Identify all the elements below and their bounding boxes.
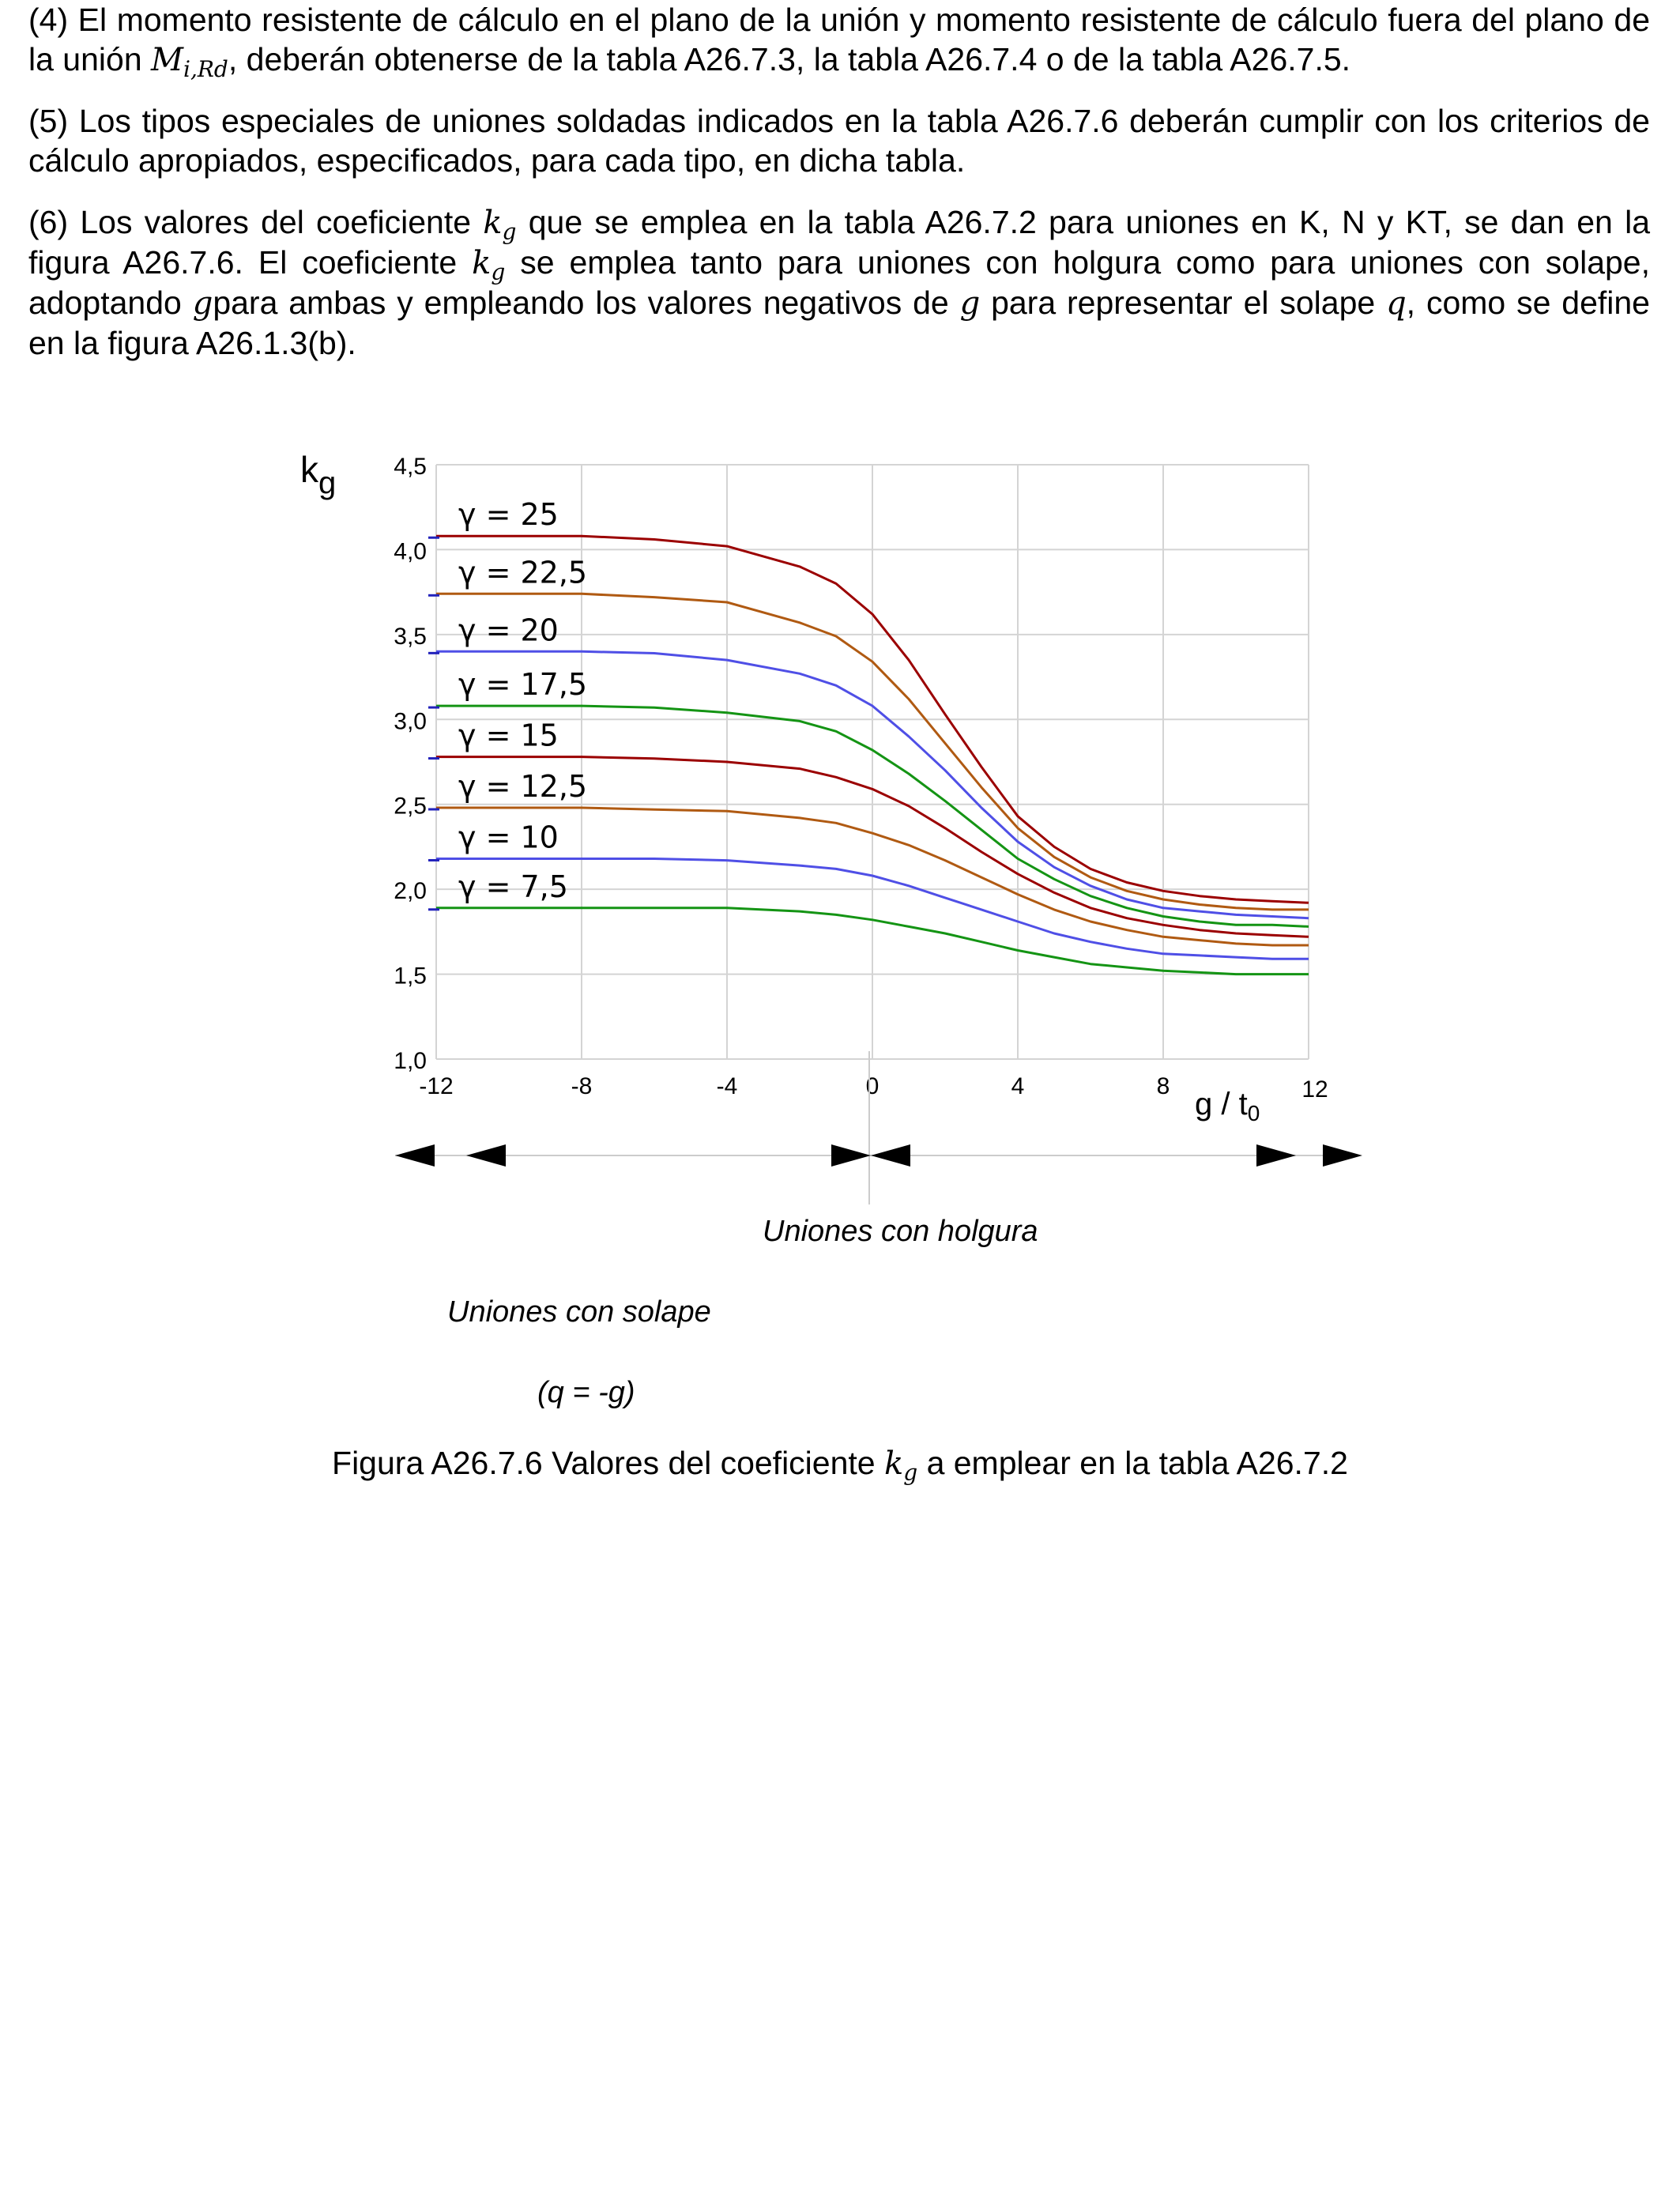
overlap-label: Uniones con solape bbox=[447, 1295, 711, 1329]
paragraph-4-text-a: (4) El momento resistente de cálculo en el plano de la unión y momento resistente de cálculo fuera del plano de la unión bbox=[28, 2, 1650, 77]
x-tick-label: -8 bbox=[571, 1073, 593, 1099]
moment-symbol: $M_{i,Rd}$ bbox=[151, 42, 228, 82]
arrow-zero-left bbox=[871, 1144, 910, 1167]
series-label-2: γ = 22,5 bbox=[458, 555, 588, 590]
arrow-right-outer bbox=[1323, 1144, 1362, 1167]
y-tick-label: 1,5 bbox=[394, 963, 427, 990]
y-tick-label: 3,5 bbox=[394, 623, 427, 650]
series-label-5: γ = 15 bbox=[458, 718, 559, 753]
series-label-6: γ = 12,5 bbox=[458, 769, 588, 805]
paragraph-5 bbox=[28, 101, 1650, 180]
kg-symbol: $k_g$ bbox=[483, 205, 517, 245]
y-tick-label: 3,0 bbox=[394, 708, 427, 735]
x-tick-label: 12 bbox=[1301, 1076, 1328, 1103]
y-tick-label: 1,0 bbox=[394, 1048, 427, 1074]
g-symbol: g bbox=[192, 285, 213, 322]
arrow-left-outer bbox=[395, 1144, 435, 1167]
chart-legend bbox=[458, 497, 587, 904]
gap-label: Uniones con holgura bbox=[763, 1215, 1038, 1248]
kg-chart bbox=[0, 427, 1680, 1423]
series-label-3: γ = 20 bbox=[458, 613, 559, 648]
y-tick-label: 2,0 bbox=[394, 878, 427, 905]
chart-grid bbox=[436, 465, 1309, 1059]
x-tick-label: 0 bbox=[865, 1073, 880, 1099]
y-axis-label: kg bbox=[300, 449, 337, 500]
overlap-note: (q = -g) bbox=[537, 1376, 635, 1409]
x-tick-label: 8 bbox=[1156, 1073, 1170, 1099]
series-label-7: γ = 10 bbox=[458, 820, 559, 855]
chart-series bbox=[428, 536, 1309, 974]
paragraph-4-text-b: , deberán obtenerse de la tabla A26.7.3, la tabla A26.7.4 o de la tabla A26.7.5. bbox=[228, 41, 1351, 77]
paragraph-5-text: (5) Los tipos especiales de uniones soldadas indicados en la tabla A26.7.6 deberán cumplir con los criterios de cálculo apropiados, especificados, para cada tipo, en dicha tabla. bbox=[28, 103, 1650, 179]
series-label-4: γ = 17,5 bbox=[458, 667, 588, 703]
arrow-left-inner bbox=[466, 1144, 506, 1167]
series-label-1: γ = 25 bbox=[458, 497, 559, 533]
paragraph-6: (6) Los valores del coeficiente $k_g$ que se emplea en la tabla A26.7.2 para uniones en K, N y KT, se dan en la figura A26.7.6. El coeficiente $k_g$ se emplea tanto para uniones con holgura como para uniones con solape, adoptando gpara ambas y empleando los valores negativos de g para representar el solape q, como se define en la figura A26.1.3(b). bbox=[28, 204, 1651, 361]
kg-symbol: $k_g$ bbox=[472, 245, 506, 285]
g-symbol: g bbox=[959, 285, 981, 322]
x-tick-label: -12 bbox=[419, 1073, 454, 1099]
series-label-8: γ = 7,5 bbox=[458, 869, 568, 904]
figure-caption: Figura A26.7.6 Valores del coeficiente $k_g$ a emplear en la tabla A26.7.2 bbox=[332, 1445, 1348, 1486]
q-symbol: q bbox=[1386, 285, 1407, 322]
y-tick-label: 2,5 bbox=[394, 793, 427, 820]
x-tick-label: -4 bbox=[716, 1073, 738, 1099]
kg-symbol: $k_g$ bbox=[883, 1446, 918, 1486]
y-tick-label: 4,0 bbox=[394, 538, 427, 565]
y-tick-label: 4,5 bbox=[394, 454, 427, 480]
x-tick-label: 4 bbox=[1011, 1073, 1025, 1099]
x-axis-label: g / $t_0$ bbox=[1195, 1087, 1260, 1125]
arrow-right-inner bbox=[1256, 1144, 1296, 1167]
arrow-zero-right bbox=[831, 1144, 871, 1167]
paragraph-4 bbox=[28, 0, 1650, 80]
